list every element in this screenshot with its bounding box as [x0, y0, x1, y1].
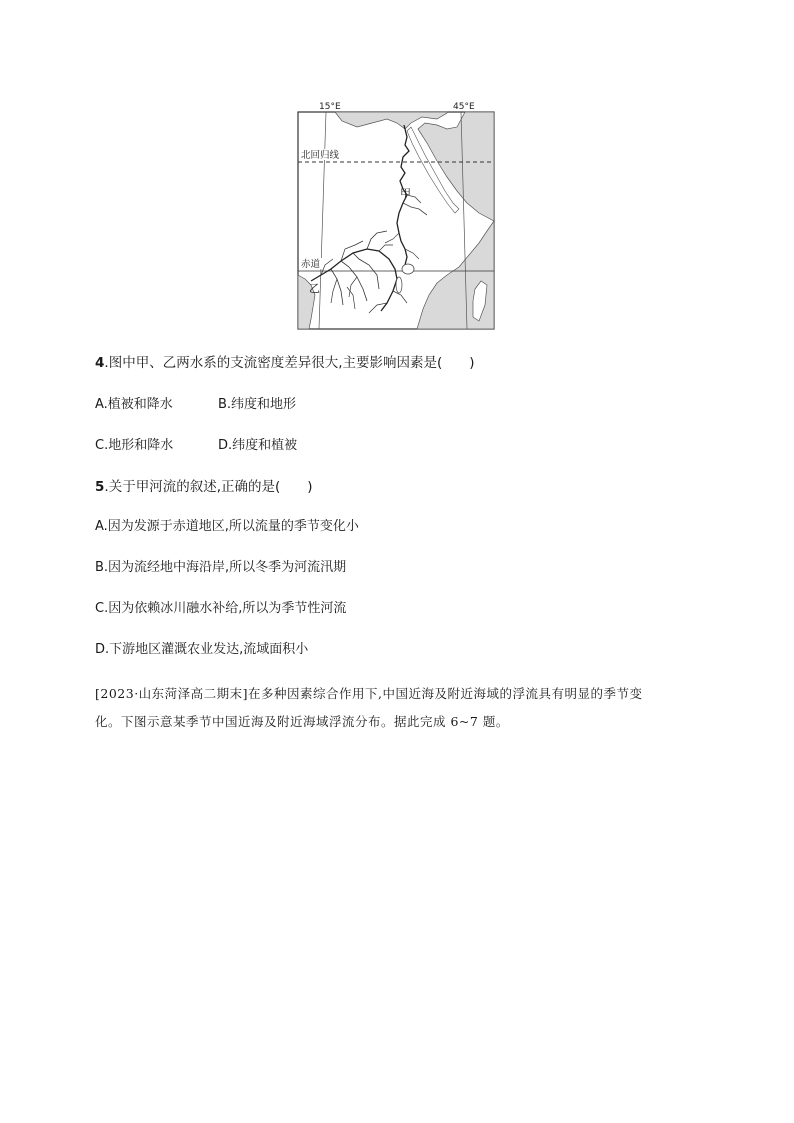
question-5-stem — [95, 478, 313, 496]
intro-paragraph — [95, 680, 695, 736]
question-4-option-c[interactable]: C.地形和降水 — [95, 438, 174, 453]
question-5-option-a[interactable]: A.因为发源于赤道地区,所以流量的季节变化小 — [95, 519, 359, 534]
question-4-stem — [95, 354, 475, 372]
question-4-option-a[interactable]: A.植被和降水 — [95, 397, 173, 412]
africa-river-map — [297, 99, 497, 331]
intro-line-1: [2023·山东菏泽高二期末]在多种因素综合作用下,中国近海及附近海域的浮流具有明显的季节变 — [95, 686, 643, 701]
lon-label-15e: 15°E — [319, 102, 341, 112]
equator-label: 赤道 — [301, 259, 321, 270]
lake-victoria — [402, 264, 414, 274]
lon-label-45e: 45°E — [453, 102, 475, 112]
question-4-option-d[interactable]: D.纬度和植被 — [218, 438, 298, 453]
question-5-number: 5 — [95, 479, 105, 495]
river-jia-label: 甲 — [400, 187, 411, 200]
river-yi-label: 乙 — [309, 282, 320, 295]
lake-tanganyika — [396, 277, 402, 293]
intro-line-2: 化。下图示意某季节中国近海及附近海域浮流分布。据此完成 6~7 题。 — [95, 714, 509, 729]
question-4-number: 4 — [95, 355, 105, 371]
question-4-option-b[interactable]: B.纬度和地形 — [218, 397, 297, 412]
map-svg — [297, 99, 497, 331]
question-5-option-b[interactable]: B.因为流经地中海沿岸,所以冬季为河流汛期 — [95, 560, 347, 575]
question-5-option-c[interactable]: C.因为依赖冰川融水补给,所以为季节性河流 — [95, 601, 347, 616]
question-5-option-d[interactable]: D.下游地区灌溉农业发达,流域面积小 — [95, 642, 309, 657]
question-4-text: .图中甲、乙两水系的支流密度差异很大,主要影响因素是( ) — [104, 355, 475, 371]
tropic-label: 北回归线 — [301, 150, 340, 161]
question-5-text: .关于甲河流的叙述,正确的是( ) — [104, 479, 313, 495]
